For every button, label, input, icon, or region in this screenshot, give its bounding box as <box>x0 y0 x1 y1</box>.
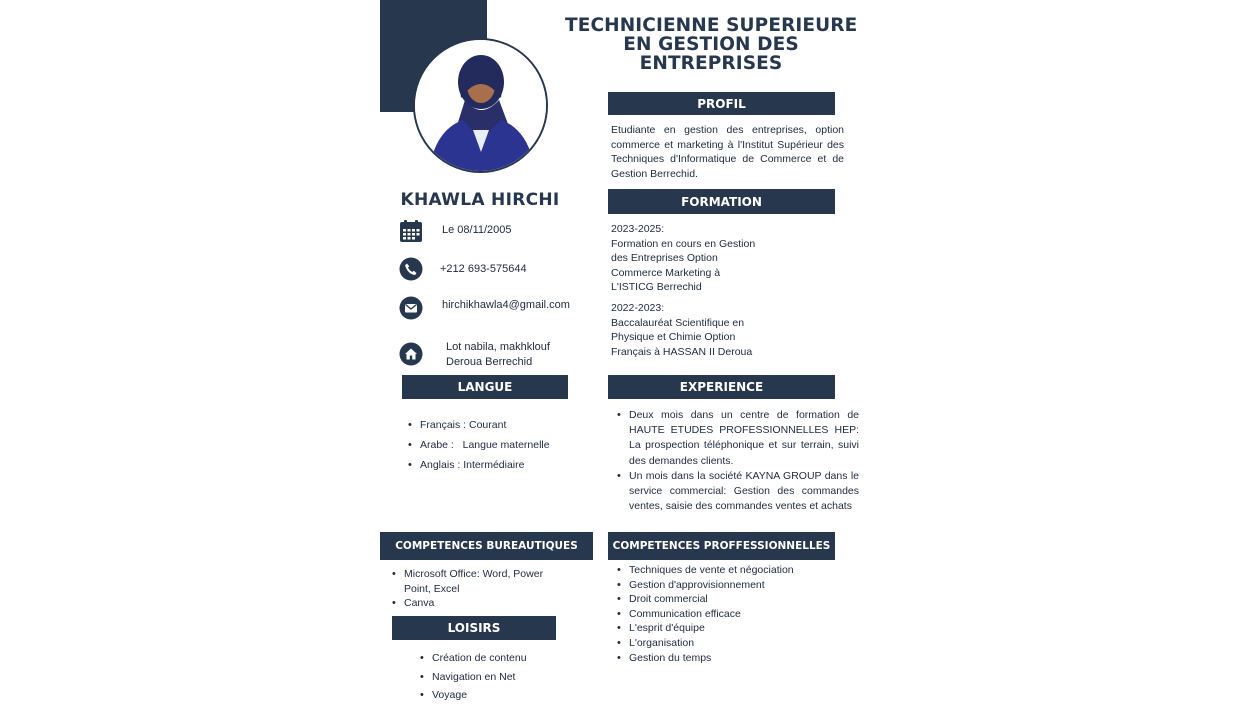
list-item: • Gestion d'approvisionnement <box>615 578 845 593</box>
professionnelles-list <box>615 563 845 665</box>
langue-list <box>406 415 581 475</box>
langue-heading: LANGUE <box>402 375 568 399</box>
profil-text: Etudiante en gestion des entreprises, option commerce et marketing à l'Institut Supérieur des Techniques d'Informatique de Commerce et de Gestion Berrechid. <box>611 124 844 180</box>
list-item: • L'organisation <box>615 636 845 651</box>
calendar-icon <box>399 219 423 243</box>
formation-line: Commerce Marketing à <box>611 266 721 279</box>
profil-heading: PROFIL <box>608 92 835 115</box>
address-line: Deroua Berrechid <box>446 356 533 368</box>
birth-date: Le 08/11/2005 <box>442 224 512 236</box>
list-item: • Voyage <box>418 686 578 705</box>
list-item: • L'esprit d'équipe <box>615 621 845 636</box>
formation-line: L'ISTICG Berrechid <box>611 281 702 293</box>
formation-line: Physique et Chimie Option <box>611 331 736 343</box>
formation-line: Baccalauréat Scientifique en <box>611 316 745 329</box>
phone-icon <box>399 257 423 281</box>
list-item: • Un mois dans la société KAYNA GROUP dans le service commercial: Gestion des commandes ventes, saisie des commandes ventes et achats <box>615 469 859 515</box>
formation-line: Français à HASSAN II Deroua <box>611 345 753 358</box>
list-item: • Microsoft Office: Word, Power Point, Excel <box>390 567 570 596</box>
formation-period: 2022-2023: <box>611 302 665 314</box>
professionnelles-heading: COMPETENCES PROFFESSIONNELLES <box>608 532 835 560</box>
formation-period: 2023-2025: <box>611 223 665 235</box>
home-icon <box>399 342 423 366</box>
bureautique-heading: COMPETENCES BUREAUTIQUES <box>380 532 593 560</box>
profile-photo <box>413 38 548 173</box>
experience-list <box>615 408 859 514</box>
title-line: ENTREPRISES <box>639 53 783 74</box>
title-line: EN GESTION DES <box>623 34 799 55</box>
list-item: • Gestion du temps <box>615 651 845 666</box>
address-line: Lot nabila, makhklouf <box>446 341 550 353</box>
list-item: • Anglais : Intermédiaire <box>406 455 581 475</box>
list-item: • Navigation en Net <box>418 668 578 687</box>
list-item: • Communication efficace <box>615 607 845 622</box>
list-item: • Techniques de vente et négociation <box>615 563 845 578</box>
list-item: • Français : Courant <box>406 415 581 435</box>
formation-heading: FORMATION <box>608 189 835 214</box>
phone-number: +212 693-575644 <box>440 263 527 275</box>
formation-entry <box>611 301 841 359</box>
loisirs-heading: LOISIRS <box>392 616 556 640</box>
list-item: • Arabe : Langue maternelle <box>406 435 581 455</box>
email-icon <box>399 296 423 320</box>
person-name: KHAWLA HIRCHI <box>400 190 560 210</box>
experience-heading: EXPERIENCE <box>608 375 835 399</box>
list-item: • Deux mois dans un centre de formation de HAUTE ETUDES PROFESSIONNELLES HEP: La prospection téléphonique et sur terrain, suivi des demandes clients. <box>615 408 859 469</box>
bureautique-list <box>390 567 570 611</box>
loisirs-list <box>418 649 578 705</box>
email-address: hirchikhawla4@gmail.com <box>442 299 570 311</box>
document-title <box>565 16 857 73</box>
list-item: • Création de contenu <box>418 649 578 668</box>
list-item: • Canva <box>390 596 570 611</box>
formation-line: des Entreprises Option <box>611 252 718 264</box>
formation-line: Formation en cours en Gestion <box>611 237 756 250</box>
list-item: • Droit commercial <box>615 592 845 607</box>
address <box>446 340 550 370</box>
formation-entry <box>611 222 841 295</box>
title-line: TECHNICIENNE SUPERIEURE <box>565 15 858 36</box>
